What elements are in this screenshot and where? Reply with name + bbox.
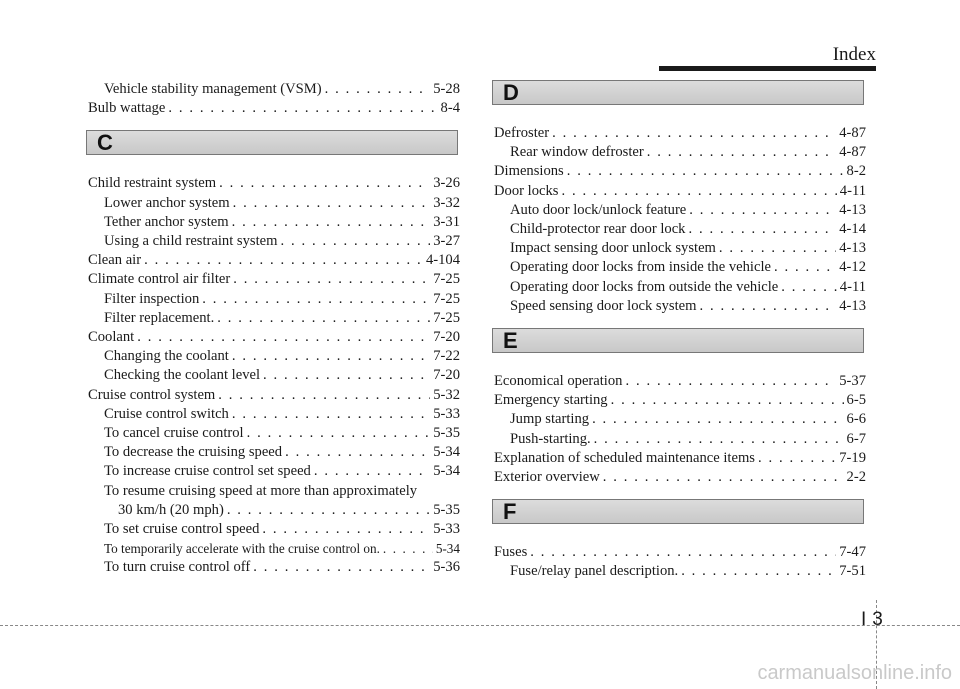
- section-letter: D: [503, 80, 519, 105]
- index-page-ref: 6-7: [846, 430, 866, 447]
- index-term: Vehicle stability management (VSM): [104, 81, 322, 97]
- dot-leader: [217, 309, 430, 328]
- header-rule: [659, 66, 876, 71]
- index-term: To turn cruise control off: [104, 559, 251, 576]
- index-page-ref: 5-28: [433, 81, 460, 97]
- index-page-ref: 4-14: [839, 221, 866, 238]
- index-page-ref: 5-35: [433, 501, 460, 518]
- index-entry: [494, 391, 866, 410]
- dot-leader: [325, 80, 431, 99]
- index-term: Cruise control system: [88, 386, 216, 403]
- index-entry: [88, 99, 460, 118]
- index-page-ref: 5-33: [433, 405, 460, 422]
- dot-leader: [263, 366, 430, 385]
- index-page-ref: 8-4: [440, 100, 460, 117]
- section-letter: C: [97, 130, 113, 156]
- index-entry: [494, 468, 866, 487]
- index-entry: [88, 386, 460, 405]
- index-entry: [88, 347, 460, 366]
- index-page-ref: 3-31: [433, 213, 460, 230]
- index-term: Emergency starting: [494, 392, 608, 409]
- index-term: Fuse/relay panel description.: [510, 563, 679, 580]
- index-entry: [88, 520, 460, 539]
- index-page-ref: 3-27: [433, 233, 460, 250]
- index-term: Filter inspection: [104, 290, 200, 307]
- dot-leader: [168, 99, 437, 118]
- index-entry: [88, 482, 460, 501]
- dot-leader: [314, 462, 430, 481]
- index-page-ref: 5-34: [433, 444, 460, 461]
- index-entry: [494, 143, 866, 162]
- index-entry: [88, 309, 460, 328]
- index-term: Defroster: [494, 125, 550, 141]
- dot-leader: [247, 424, 431, 443]
- index-page-ref: 6-6: [846, 411, 866, 428]
- index-page-ref: 5-34: [433, 463, 460, 480]
- index-term: Checking the coolant level: [104, 367, 261, 384]
- index-term: Jump starting: [510, 411, 590, 428]
- index-term: 30 km/h (20 mph): [118, 501, 224, 518]
- index-term: Auto door lock/unlock feature: [510, 201, 687, 218]
- index-entry: [88, 539, 460, 558]
- dot-leader: [218, 386, 430, 405]
- index-entry: [494, 562, 866, 581]
- index-entry: [88, 443, 460, 462]
- index-term: Clean air: [88, 252, 142, 269]
- watermark: carmanualsonline.info: [757, 662, 952, 684]
- index-term: To resume cruising speed at more than approximately: [104, 482, 418, 499]
- index-term: Tether anchor system: [104, 213, 229, 230]
- dot-leader: [681, 562, 836, 581]
- index-entry: [88, 328, 460, 347]
- page-section: I: [861, 609, 867, 630]
- index-page-ref: 5-36: [433, 559, 460, 576]
- index-page-ref: 5-32: [433, 386, 460, 403]
- index-entry: [494, 124, 866, 143]
- index-term: Dimensions: [494, 163, 564, 180]
- index-page-ref: 4-13: [839, 240, 866, 257]
- index-page-ref: 5-37: [839, 373, 866, 390]
- index-term: Using a child restraint system: [104, 233, 278, 250]
- index-page-ref: 5-33: [433, 521, 460, 538]
- dot-leader: [594, 430, 844, 449]
- index-page-ref: 5-35: [433, 425, 460, 442]
- index-entry: [88, 213, 460, 232]
- index-page-ref: 7-20: [433, 367, 460, 384]
- index-term: To temporarily accelerate with the cruise control on.: [104, 541, 380, 557]
- index-term: Child-protector rear door lock: [510, 221, 686, 238]
- index-term: Economical operation: [494, 373, 623, 390]
- dot-leader: [592, 410, 843, 429]
- dot-leader: [688, 220, 836, 239]
- index-entry: [494, 410, 866, 429]
- index-page-ref: 7-19: [839, 449, 866, 466]
- index-term: Rear window defroster: [510, 144, 644, 161]
- index-entry: [494, 201, 866, 220]
- dot-leader: [202, 290, 430, 309]
- index-page-ref: 2-2: [846, 469, 866, 486]
- index-page-ref: 4-87: [839, 125, 866, 141]
- dot-leader: [232, 347, 430, 366]
- index-entry: [88, 558, 460, 577]
- dot-leader: [603, 468, 844, 487]
- dot-leader: [253, 558, 430, 577]
- index-entry: [88, 80, 460, 99]
- dot-leader: [647, 143, 837, 162]
- index-term: To decrease the cruising speed: [104, 444, 283, 461]
- dot-leader: [383, 539, 433, 558]
- page-num: 3: [872, 609, 883, 630]
- index-term: Speed sensing door lock system: [510, 297, 697, 314]
- index-entry: [88, 270, 460, 289]
- index-page-ref: 4-12: [839, 259, 866, 276]
- dot-leader: [611, 391, 844, 410]
- index-term: Push-starting.: [510, 430, 591, 447]
- index-term: To cancel cruise control: [104, 425, 244, 442]
- dot-leader: [719, 239, 836, 258]
- index-term: Impact sensing door unlock system: [510, 240, 716, 257]
- index-entry: [88, 194, 460, 213]
- index-entry: [88, 366, 460, 385]
- dot-leader: [232, 213, 431, 232]
- section-header-d: [492, 80, 864, 105]
- index-term: To set cruise control speed: [104, 521, 260, 538]
- section-letter: F: [503, 499, 517, 525]
- index-term: Door locks: [494, 182, 559, 199]
- dot-leader: [530, 543, 836, 562]
- index-entry: [88, 251, 460, 270]
- section-header-e: [492, 328, 864, 353]
- index-page-ref: 4-87: [839, 144, 866, 161]
- index-page-ref: 6-5: [846, 392, 866, 409]
- index-entry: [494, 449, 866, 468]
- index-term: Explanation of scheduled maintenance items: [494, 449, 755, 466]
- index-page-ref: 7-25: [433, 309, 460, 326]
- dot-leader: [280, 232, 430, 251]
- index-entry: [494, 258, 866, 277]
- dot-leader: [781, 278, 836, 297]
- section-header-f: [492, 499, 864, 524]
- index-entry: [494, 372, 866, 391]
- index-term: Coolant: [88, 329, 135, 346]
- index-page-ref: 7-22: [433, 348, 460, 365]
- index-entry: [88, 501, 460, 520]
- index-term: Bulb wattage: [88, 100, 166, 117]
- index-term: Child restraint system: [88, 175, 217, 192]
- index-term: Exterior overview: [494, 469, 600, 486]
- index-term: Lower anchor system: [104, 194, 230, 211]
- index-term: Operating door locks from inside the vehicle: [510, 259, 771, 276]
- dot-leader: [774, 258, 836, 277]
- index-page-ref: 3-26: [433, 175, 460, 192]
- index-page-ref: 7-20: [433, 329, 460, 346]
- dot-leader: [144, 251, 423, 270]
- dot-leader: [552, 124, 836, 143]
- dot-leader: [285, 443, 430, 462]
- index-page-ref: 4-11: [839, 278, 866, 295]
- index-entry: [494, 162, 866, 181]
- dot-leader: [689, 201, 836, 220]
- section-letter: E: [503, 328, 518, 354]
- dot-leader: [219, 174, 430, 193]
- page-number: [858, 609, 886, 631]
- index-entry: [494, 543, 866, 562]
- index-term: Operating door locks from outside the vehicle: [510, 278, 779, 295]
- dot-leader: [233, 270, 430, 289]
- index-term: Filter replacement.: [104, 309, 215, 326]
- index-entry: [88, 405, 460, 424]
- index-term: To increase cruise control set speed: [104, 463, 311, 480]
- index-page-ref: 4-13: [839, 297, 866, 314]
- dot-leader: [699, 297, 836, 316]
- dot-leader: [262, 520, 430, 539]
- index-entry: [88, 174, 460, 193]
- index-term: Climate control air filter: [88, 271, 231, 288]
- index-entry: [88, 462, 460, 481]
- index-entry: [88, 424, 460, 443]
- dot-leader: [758, 449, 836, 468]
- index-entry: [494, 278, 866, 297]
- dot-leader: [625, 372, 836, 391]
- index-page-ref: 3-32: [433, 194, 460, 211]
- index-page-ref: 7-51: [839, 563, 866, 580]
- dot-leader: [567, 162, 844, 181]
- index-column-left: [88, 80, 460, 578]
- index-column-right: [494, 80, 866, 582]
- index-page-ref: 4-11: [839, 182, 866, 199]
- index-page-ref: 4-104: [425, 252, 460, 269]
- index-term: Changing the coolant: [104, 348, 229, 365]
- index-page-ref: 5-34: [435, 541, 460, 557]
- index-page-ref: 7-25: [433, 271, 460, 288]
- index-entry: [494, 430, 866, 449]
- index-page-ref: 7-25: [433, 290, 460, 307]
- dot-leader: [232, 405, 430, 424]
- index-entry: [494, 182, 866, 201]
- index-term: Cruise control switch: [104, 405, 229, 422]
- dot-leader: [233, 194, 431, 213]
- dot-leader: [227, 501, 430, 520]
- dot-leader: [561, 182, 836, 201]
- index-page-ref: 7-47: [839, 544, 866, 561]
- index-entry: [88, 290, 460, 309]
- footer-rule: [0, 625, 960, 626]
- index-entry: [494, 297, 866, 316]
- dot-leader: [137, 328, 430, 347]
- section-header-c: [86, 130, 458, 155]
- index-entry: [494, 220, 866, 239]
- index-entry: [494, 239, 866, 258]
- index-term: Fuses: [494, 544, 528, 561]
- index-page-ref: 4-13: [839, 201, 866, 218]
- index-entry: [88, 232, 460, 251]
- page-header-title: Index: [832, 44, 876, 65]
- index-page-ref: 8-2: [846, 163, 866, 180]
